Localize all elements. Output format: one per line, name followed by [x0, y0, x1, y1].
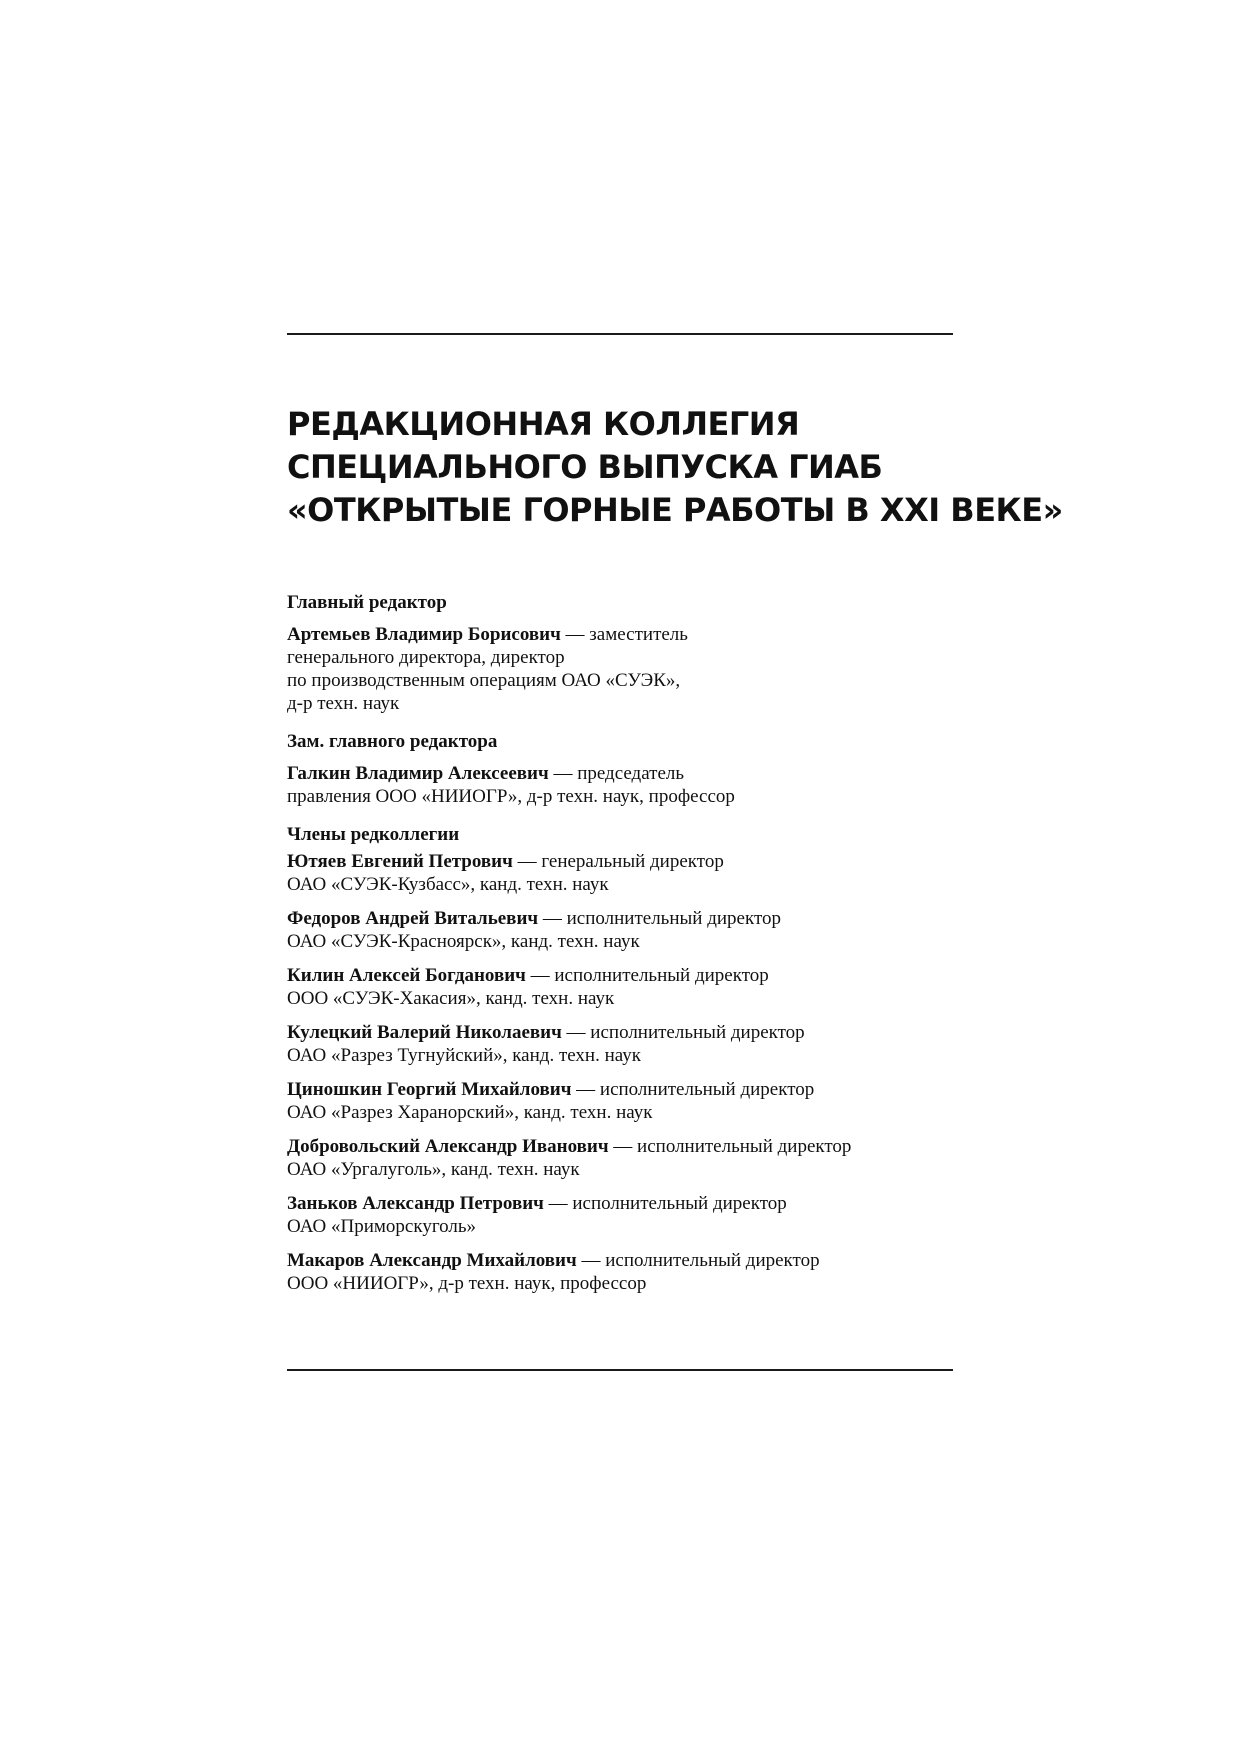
member-role: — исполнительный директор [561, 1022, 805, 1043]
member-entry [287, 964, 947, 1010]
member-detail-line: ОАО «Ургалуголь», канд. техн. наук [287, 1159, 580, 1180]
section-board-members [287, 823, 947, 1295]
member-name: Циношкин Георгий Михайлович [287, 1079, 572, 1100]
title-line: РЕДАКЦИОННАЯ КОЛЛЕГИЯ [287, 405, 800, 443]
member-entry [287, 850, 947, 896]
member-entry [287, 1021, 947, 1067]
member-first-line [287, 907, 947, 930]
member-role: — исполнительный директор [576, 1250, 820, 1271]
title-line: «ОТКРЫТЫЕ ГОРНЫЕ РАБОТЫ В XXI ВЕКЕ» [287, 491, 1063, 529]
member-name: Кулецкий Валерий Николаевич [287, 1022, 562, 1043]
section-editor-in-chief [287, 591, 947, 715]
member-first-line [287, 850, 947, 873]
title-line: СПЕЦИАЛЬНОГО ВЫПУСКА ГИАБ [287, 448, 883, 486]
member-entry [287, 762, 947, 808]
page-title [287, 403, 1063, 532]
member-detail-line: д-р техн. наук [287, 693, 400, 714]
member-entry [287, 623, 947, 715]
member-entry [287, 1078, 947, 1124]
member-role: — исполнительный директор [543, 1193, 787, 1214]
member-first-line [287, 1078, 947, 1101]
member-detail-line: ОАО «Разрез Харанорский», канд. техн. наук [287, 1102, 653, 1123]
section-heading: Главный редактор [287, 592, 447, 613]
member-name: Галкин Владимир Алексеевич [287, 763, 549, 784]
member-role: — председатель [548, 763, 685, 784]
member-detail-line: по производственным операциям ОАО «СУЭК», [287, 670, 681, 691]
member-detail-line: ОАО «СУЭК-Кузбасс», канд. техн. наук [287, 874, 609, 895]
member-first-line [287, 1135, 947, 1158]
member-role: — генеральный директор [512, 851, 724, 872]
member-detail-line: ОАО «Разрез Тугнуйский», канд. техн. наук [287, 1045, 641, 1066]
member-name: Заньков Александр Петрович [287, 1193, 544, 1214]
member-entry [287, 1249, 947, 1295]
member-first-line [287, 1021, 947, 1044]
member-entry [287, 1192, 947, 1238]
member-name: Килин Алексей Богданович [287, 965, 526, 986]
member-first-line [287, 1192, 947, 1215]
member-name: Макаров Александр Михайлович [287, 1250, 577, 1271]
section-deputy-editor [287, 730, 947, 808]
section-heading: Зам. главного редактора [287, 731, 498, 752]
section-heading: Члены редколлегии [287, 824, 460, 845]
member-role: — исполнительный директор [538, 908, 781, 929]
member-role: — заместитель [560, 624, 688, 645]
member-name: Артемьев Владимир Борисович [287, 624, 561, 645]
member-role: — исполнительный директор [608, 1136, 852, 1157]
member-role: — исполнительный директор [525, 965, 769, 986]
member-detail-line: ОАО «СУЭК-Красноярск», канд. техн. наук [287, 931, 640, 952]
top-divider [287, 333, 953, 335]
member-detail-line: ООО «НИИОГР», д-р техн. наук, профессор [287, 1273, 647, 1294]
member-detail-line: ООО «СУЭК-Хакасия», канд. техн. наук [287, 988, 615, 1009]
editorial-board [287, 591, 947, 1310]
member-first-line [287, 1249, 947, 1272]
bottom-divider [287, 1369, 953, 1371]
member-detail-line: ОАО «Приморскуголь» [287, 1216, 477, 1237]
member-first-line [287, 964, 947, 987]
member-detail-line: генерального директора, директор [287, 647, 565, 668]
member-first-line [287, 762, 947, 785]
member-name: Добровольский Александр Иванович [287, 1136, 609, 1157]
member-detail-line: правления ООО «НИИОГР», д-р техн. наук, профессор [287, 786, 735, 807]
member-name: Ютяев Евгений Петрович [287, 851, 513, 872]
member-entry [287, 907, 947, 953]
member-name: Федоров Андрей Витальевич [287, 908, 539, 929]
member-first-line [287, 623, 947, 646]
member-role: — исполнительный директор [571, 1079, 815, 1100]
member-entry [287, 1135, 947, 1181]
